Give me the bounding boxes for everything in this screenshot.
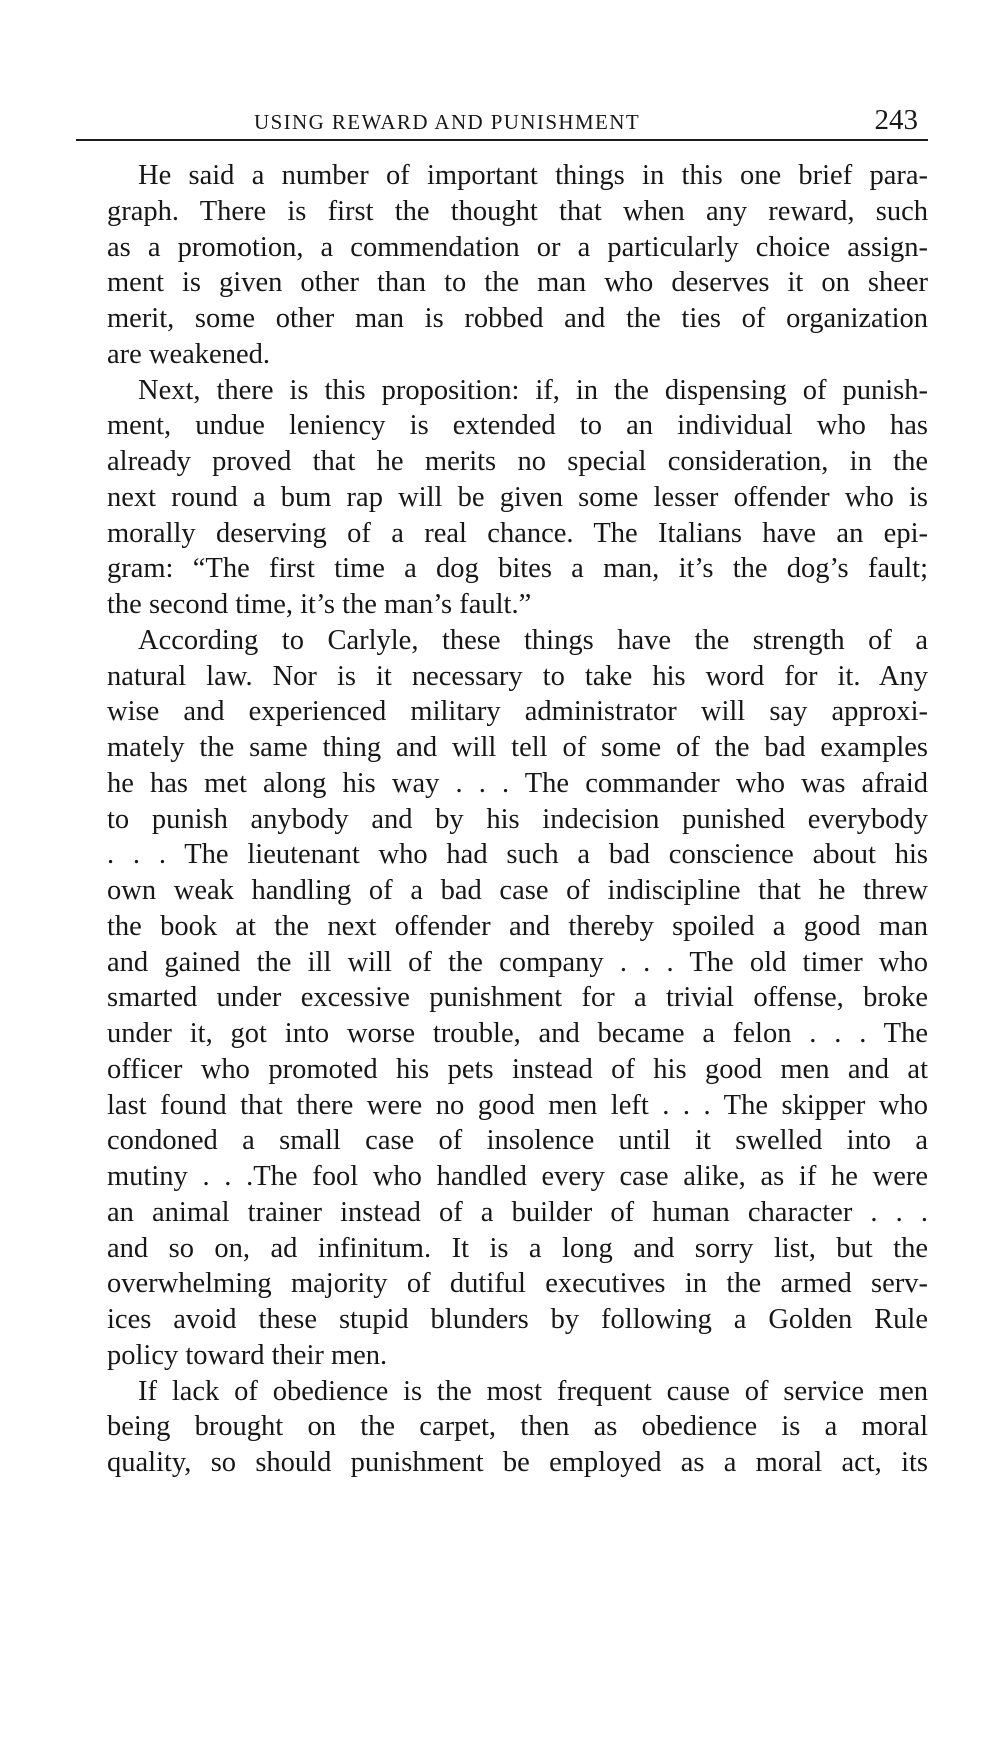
text-line: wise and experienced military administrator will say approxi- [107,696,928,728]
text-line: ment is given other than to the man who deserves it on sheer [107,267,928,299]
text-line: as a promotion, a commendation or a particularly choice assign- [107,231,928,263]
header-rule [76,139,928,141]
text-line: last found that there were no good men left . . . The skipper who [107,1089,928,1121]
text-line: mutiny . . .The fool who handled every case alike, as if he were [107,1161,928,1192]
running-title: USING REWARD AND PUNISHMENT [254,110,641,134]
text-line: to punish anybody and by his indecision punished everybody [107,803,928,835]
text-line: merit, some other man is robbed and the ties of organization [107,303,928,334]
text-line: own weak handling of a bad case of indiscipline that he threw [107,875,928,906]
text-line: natural law. Nor is it necessary to take his word for it. Any [107,660,928,692]
text-line: officer who promoted his pets instead of his good men and at [107,1053,928,1085]
text-line: he has met along his way . . . The commander who was afraid [107,767,928,799]
running-head [76,104,928,138]
text-line: already proved that he merits no special consideration, in the [107,446,928,477]
text-line: being brought on the carpet, then as obedience is a moral [107,1411,928,1443]
text-line: an animal trainer instead of a builder of human character . . . [107,1196,928,1228]
text-line: overwhelming majority of dutiful executives in the armed serv- [107,1268,928,1300]
text-line: According to Carlyle, these things have the strength of a [138,624,928,656]
text-line: under it, got into worse trouble, and became a felon . . . The [107,1018,928,1049]
text-line: smarted under excessive punishment for a trivial offense, broke [107,982,928,1014]
text-line: ices avoid these stupid blunders by following a Golden Rule [107,1304,928,1335]
text-line: the second time, it’s the man’s fault.” [107,589,532,620]
text-line: and so on, ad infinitum. It is a long and sorry list, but the [107,1232,928,1264]
text-line: . . . The lieutenant who had such a bad conscience about his [107,839,928,871]
text-line: morally deserving of a real chance. The Italians have an epi- [107,517,928,549]
text-line: and gained the ill will of the company . . . The old timer who [107,946,928,978]
body-text [107,158,928,1481]
text-line: next round a bum rap will be given some lesser offender who is [107,481,928,513]
text-line: quality, so should punishment be employed as a moral act, its [107,1447,928,1478]
text-line: policy toward their men. [107,1339,388,1371]
text-line: If lack of obedience is the most frequent cause of service men [138,1375,928,1407]
text-line: the book at the next offender and thereby spoiled a good man [107,910,928,942]
text-line: ment, undue leniency is extended to an individual who has [107,410,928,442]
text-line: Next, there is this proposition: if, in the dispensing of punish- [138,374,928,406]
text-line: graph. There is first the thought that when any reward, such [107,195,928,227]
text-line: gram: “The first time a dog bites a man, it’s the dog’s fault; [107,553,928,585]
text-line: He said a number of important things in this one brief para- [138,160,928,191]
text-line: condoned a small case of insolence until it swelled into a [107,1125,928,1157]
text-line: are weakened. [107,338,270,370]
page-number: 243 [874,104,918,136]
text-line: mately the same thing and will tell of some of the bad examples [107,732,928,763]
